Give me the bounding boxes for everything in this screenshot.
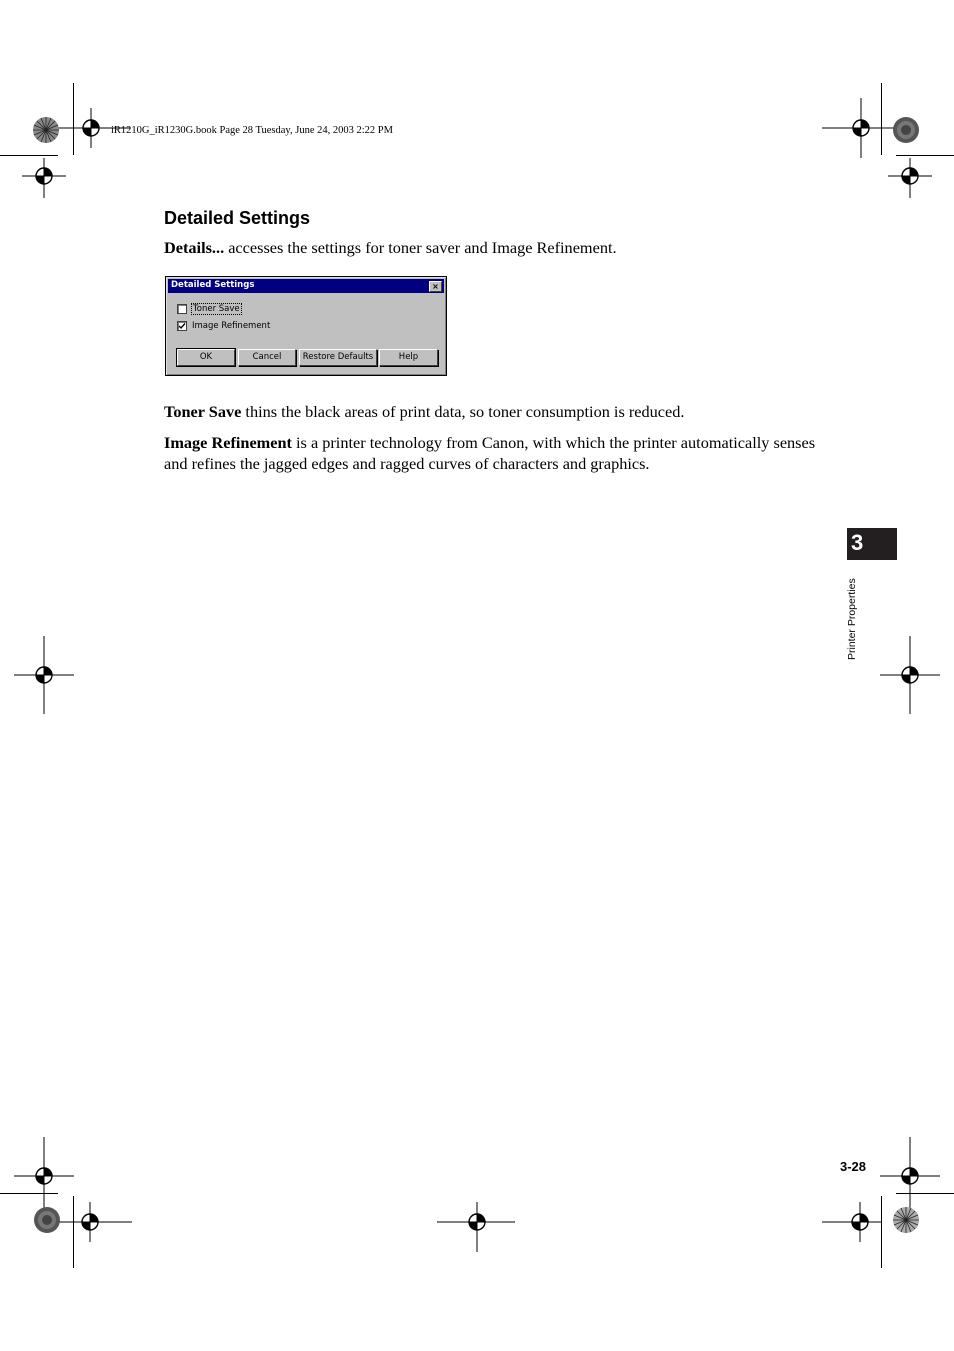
cancel-button[interactable]: Cancel [238,349,296,366]
registration-crosshair-icon [888,158,932,198]
registration-rosette-icon [892,1206,920,1234]
registration-crosshair-icon [437,1202,517,1252]
dialog-titlebar[interactable] [168,279,444,293]
crop-line [0,155,58,156]
toner-save-term: Toner Save [164,402,242,421]
registration-crosshair-icon [880,1137,940,1215]
registration-rosette-icon [33,1206,61,1234]
image-refinement-label[interactable]: Image Refinement [192,321,271,331]
registration-crosshair-icon [880,636,940,714]
toner-save-paragraph [164,401,834,422]
ok-button[interactable]: OK [177,349,235,366]
image-refinement-term: Image Refinement [164,433,292,452]
chapter-number: 3 [851,530,864,555]
crop-line [896,155,954,156]
toner-save-text: thins the black areas of print data, so toner consumption is reduced. [241,402,685,421]
intro-text: accesses the settings for toner saver and Image Refinement. [224,238,617,257]
page-number: 3-28 [840,1159,867,1174]
image-refinement-paragraph [164,432,834,474]
checkmark-icon [178,322,186,330]
registration-crosshair-icon [822,98,902,158]
print-header-stamp: iR1210G_iR1230G.book Page 28 Tuesday, June 24, 2003 2:22 PM [111,125,393,136]
registration-crosshair-icon [52,1202,132,1242]
dialog-title: Detailed Settings [171,280,255,290]
registration-crosshair-icon [14,636,74,714]
detailed-settings-dialog [165,276,447,376]
image-refinement-text: is a printer technology from Canon, with which the printer automatically senses and refines the jagged edges and ragged curves of characters and graphics. [164,433,816,473]
registration-crosshair-icon [22,158,66,198]
toner-save-checkbox[interactable] [177,304,187,314]
restore-defaults-button[interactable]: Restore Defaults [299,349,377,366]
intro-paragraph [164,237,834,258]
section-heading: Detailed Settings [164,208,311,228]
image-refinement-option[interactable] [177,320,270,332]
registration-crosshair-icon [822,1202,882,1242]
registration-rosette-icon [32,116,60,144]
close-icon[interactable]: × [429,281,442,292]
toner-save-option[interactable] [177,303,241,315]
chapter-side-label: Printer Properties [846,578,858,660]
image-refinement-checkbox[interactable] [177,321,187,331]
details-term: Details... [164,238,225,257]
registration-rosette-icon [892,116,920,144]
toner-save-label[interactable]: Toner Save [193,304,240,314]
chapter-tab [847,528,897,560]
help-button[interactable]: Help [379,349,438,366]
